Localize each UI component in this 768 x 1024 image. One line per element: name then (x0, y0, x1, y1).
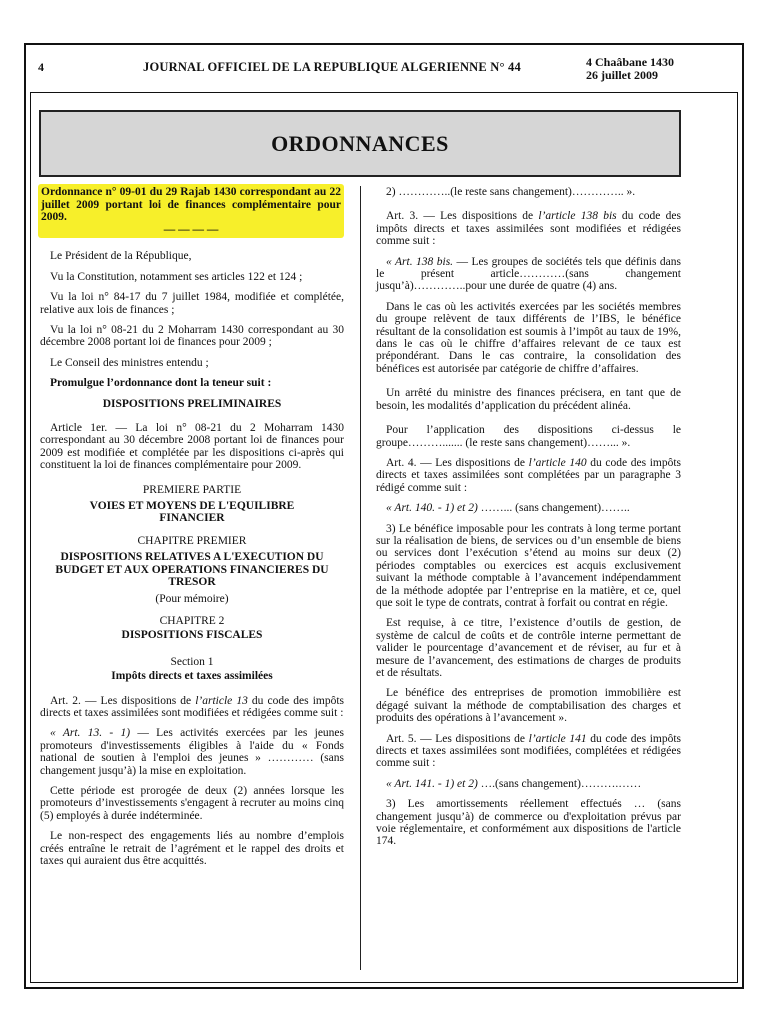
article-5: Art. 5. — Les dispositions de l’article 141 du code des impôts directs et taxes assimilées sont modifiées, complétées et rédigées comme suit : (376, 732, 682, 770)
paragraph: Le non-respect des engagements liés au nombre d’emplois créés entraîne le retrait de l’agrément et le rappel des droits et taxes qui auraient dus être acquittés. (40, 830, 344, 867)
heading-voies-moyens: VOIES ET MOYENS DE L'EQUILIBRE FINANCIER (89, 500, 295, 525)
heading-chapitre-2: CHAPITRE 2 (159, 614, 225, 627)
paragraph: Le Conseil des ministres entendu ; (50, 356, 209, 369)
heading-impots-directs: Impôts directs et taxes assimilées (111, 670, 273, 683)
journal-title: JOURNAL OFFICIEL DE LA REPUBLIQUE ALGERIENNE N° 44 (143, 60, 521, 74)
paragraph: 3) Les amortissements réellement effectués … (sans changement jusqu’à) de commerce ou d'exploitation prévus par voie réglementaire, et conformément aux dispositions de l'article 174. (376, 798, 681, 848)
section-banner-title: ORDONNANCES (271, 130, 449, 156)
paragraph: Vu la loi n° 08-21 du 2 Moharram 1430 correspondant au 30 décembre 2008 portant loi de finances pour 2009 ; (40, 324, 344, 349)
article-140-quote: « Art. 140. - 1) et 2) ……... (sans changement)…….. (386, 502, 630, 515)
paragraph: Est requise, à ce titre, l’existence d’outils de gestion, de système de calcul de coûts et de contrôle interne permettant de valider le pourcentage d’avancement et de réviser, au fur et à mesure de l’avancement, des estimations de charges de produits et de résultats. (376, 617, 681, 679)
heading-dispositions-preliminaires: DISPOSITIONS PRELIMINAIRES (102, 397, 282, 410)
right-column (376, 186, 681, 856)
heading-section-1: Section 1 (170, 655, 214, 668)
paragraph: Le Président de la République, (50, 250, 192, 263)
issue-date (586, 56, 674, 82)
article-141-quote: « Art. 141. - 1) et 2) ….(sans changement)……….…… (386, 777, 642, 790)
ordinance-title-text: Ordonnance n° 09-01 du 29 Rajab 1430 correspondant au 22 juillet 2009 portant loi de finances complémentaire pour 2009. (41, 186, 341, 224)
article-1: Article 1er. — La loi n° 08-21 du 2 Moharram 1430 correspondant au 30 décembre 2008 portant loi de finances pour 2009 est modifiée et complétée par les dispositions ci-après qui constituent la loi de finances complémentaire pour 2009. (40, 422, 344, 472)
column-divider (360, 186, 361, 970)
title-separator: — — — — (163, 223, 219, 236)
paragraph: Le bénéfice des entreprises de promotion immobilière est dégagé suivant la méthode de comptabilisation des charges et produits des opérations à l’avancement ». (376, 687, 681, 725)
issue-date-gregorian: 26 juillet 2009 (586, 68, 658, 82)
paragraph: 2) …………..(le reste sans changement)………….. ». (386, 186, 636, 198)
heading-premiere-partie: PREMIERE PARTIE (142, 483, 242, 496)
heading-dispositions-execution: DISPOSITIONS RELATIVES A L'EXECUTION DU BUDGET ET AUX OPERATIONS FINANCIERES DU TRESOR (55, 551, 329, 589)
issue-date-hijri: 4 Chaâbane 1430 (586, 55, 675, 69)
page-number: 4 (38, 60, 44, 74)
paragraph: Cette période est prorogée de deux (2) années lorsque les promoteurs d’investissements s'engagent à recruter au moins cinq (5) employés à durée indéterminée. (40, 784, 344, 822)
heading-chapitre-premier: CHAPITRE PREMIER (137, 534, 247, 547)
paragraph: Vu la Constitution, notamment ses articles 122 et 124 ; (50, 270, 303, 283)
left-column (40, 184, 344, 875)
heading-dispositions-fiscales: DISPOSITIONS FISCALES (121, 629, 263, 642)
section-banner (39, 110, 681, 177)
promulgation-line: Promulgue l’ordonnance dont la teneur suit : (50, 377, 272, 390)
paragraph: Vu la loi n° 84-17 du 7 juillet 1984, modifiée et complétée, relative aux lois de finances ; (40, 291, 344, 316)
article-13-quote: « Art. 13. - 1) — Les activités exercées par les jeunes promoteurs d'investissements éligibles à l'aide du « Fonds national de soutien à l'emploi des jeunes » ………… (sans changement jusqu’à) la mise en exploitation. (40, 727, 344, 777)
article-4: Art. 4. — Les dispositions de l’article 140 du code des impôts directs et taxes assimilées sont complétées par un paragraphe 3 rédigé comme suit : (376, 456, 682, 494)
paragraph: Un arrêté du ministre des finances précisera, en tant que de besoin, les modalités d’application du précédent alinéa. (376, 387, 681, 412)
ordinance-title (38, 184, 344, 238)
article-3: Art. 3. — Les dispositions de l’article 138 bis du code des impôts directs et taxes assimilées sont modifiées et rédigées comme suit : (376, 210, 681, 248)
pour-memoire: (Pour mémoire) (155, 592, 229, 605)
paragraph: 3) Le bénéfice imposable pour les contrats à long terme portant sur la réalisation de biens, de services ou d’un ensemble de biens ou services dont l’exécution s’étend au moins sur deux (2) périodes comptables ou exercices est acquis exclusivement suivant la méthode comptable à l’avancement indépendamment de la méthode adoptée par l’entreprise en la matière, et ce, quel que soit le type de contrats, contrat à forfait ou contrat en régie. (376, 522, 681, 609)
article-2: Art. 2. — Les dispositions de l’article 13 du code des impôts directs et taxes assimilées sont modifiées et rédigées comme suit : (40, 694, 344, 719)
paragraph: Dans le cas où les activités exercées par les sociétés membres du groupe relèvent de taux différents de l’IBS, le bénéfice résultant de la consolidation est soumis à l’impôt au taux de 19%, dans le cas où le chiffre d’affaires relevant de ce taux est prépondérant. Dans le cas contraire, la consolidation des bénéfices est autorisée par catégorie de chiffre d’affaires. (376, 300, 681, 375)
article-138-bis-quote: « Art. 138 bis. — Les groupes de sociétés tels que définis dans le présent article…………(sans changement jusqu’à)…………..pour une durée de quatre (4) ans. (376, 255, 681, 293)
paragraph: Pour l’application des dispositions ci-dessus le groupe………....... (le reste sans changement)……... ». (376, 424, 681, 449)
